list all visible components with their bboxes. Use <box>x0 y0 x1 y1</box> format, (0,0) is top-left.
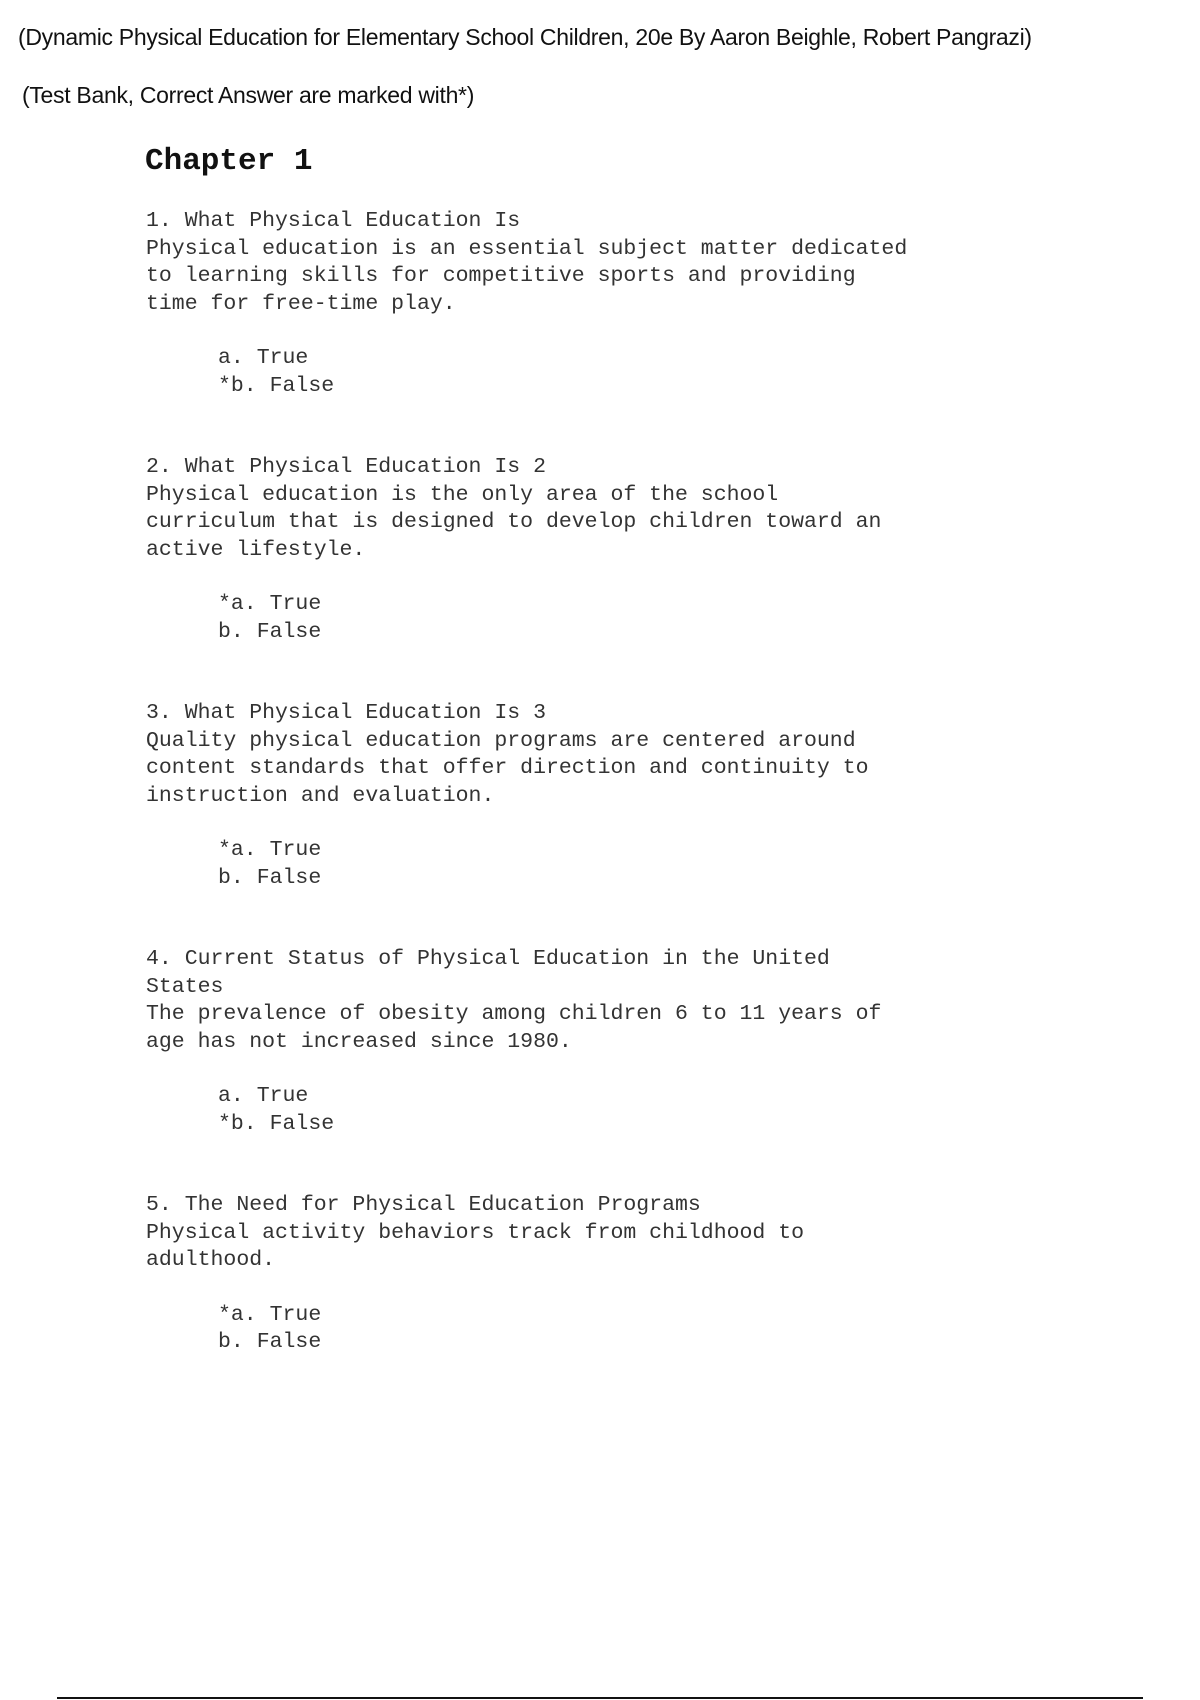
question-3 <box>146 700 1046 946</box>
question-list <box>146 208 1046 1438</box>
question-text: 1. What Physical Education Is Physical education is an essential subject matter dedicated to learning skills for competitive sports and providing time for free-time play. <box>146 209 908 316</box>
answer-option-b: b. False <box>218 865 322 890</box>
answer-option-a: *a. True <box>218 838 322 862</box>
question-1 <box>146 208 1046 454</box>
footer-divider <box>57 1697 1143 1699</box>
answer-option-a: *a. True <box>218 1302 322 1327</box>
answer-options <box>218 1302 1046 1357</box>
question-text: 3. What Physical Education Is 3 Quality physical education programs are centered around content standards that offer direction and continuity to instruction and evaluation. <box>146 701 869 808</box>
question-2 <box>146 454 1046 700</box>
question-5 <box>146 1192 1046 1438</box>
document-title: (Dynamic Physical Education for Elementary School Children, 20e By Aaron Beighle, Robert Pangrazi) <box>18 24 1032 50</box>
answer-option-a: *a. True <box>218 592 322 616</box>
answer-options <box>218 345 1046 400</box>
answer-option-a: a. True <box>218 1084 309 1108</box>
question-text: 5. The Need for Physical Education Programs Physical activity behaviors track from childhood to adulthood. <box>146 1193 805 1272</box>
answer-options <box>218 1083 1046 1138</box>
document-subtitle: (Test Bank, Correct Answer are marked with*) <box>22 82 475 108</box>
chapter-heading: Chapter 1 <box>145 144 313 179</box>
answer-option-b: *b. False <box>218 1111 335 1136</box>
answer-option-b: b. False <box>218 1330 322 1354</box>
answer-options <box>218 591 1046 646</box>
answer-options <box>218 837 1046 892</box>
answer-option-b: b. False <box>218 619 322 644</box>
question-text: 2. What Physical Education Is 2 Physical education is the only area of the school curriculum that is designed to develop children toward an active lifestyle. <box>146 455 882 562</box>
answer-option-b: *b. False <box>218 373 335 398</box>
answer-option-a: a. True <box>218 346 309 370</box>
question-4 <box>146 946 1046 1192</box>
question-text: 4. Current Status of Physical Education in the United States The prevalence of obesity among children 6 to 11 years of age has not increased since 1980. <box>146 947 882 1054</box>
